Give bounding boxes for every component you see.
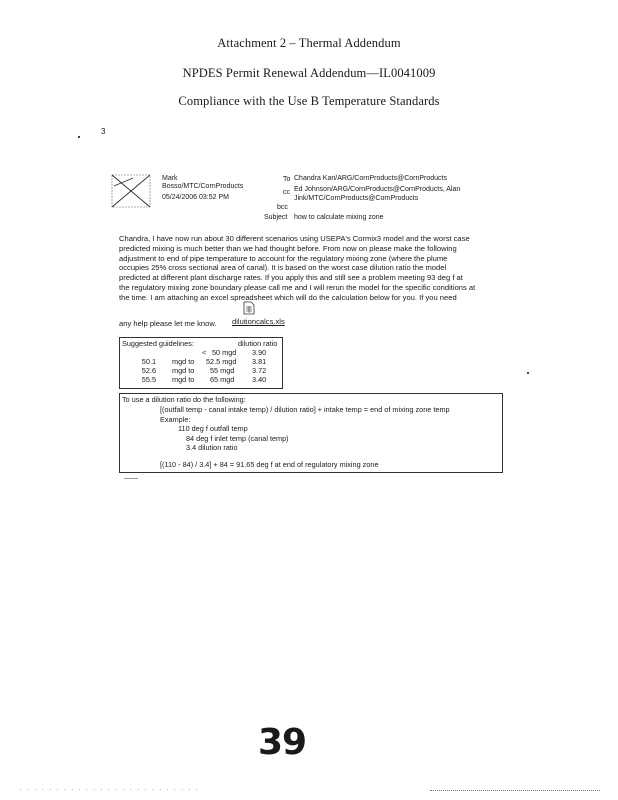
calc-dilution-ratio: 3.4 dilution ratio — [186, 443, 238, 452]
body-line: the time. I am attaching an excel spreadsheet which will do the calculation below for you. If you need — [119, 292, 457, 302]
row-low: 55.5 — [141, 375, 156, 384]
email-body — [119, 234, 475, 303]
row-high: 55 mgd — [210, 366, 235, 375]
header-line-2: NPDES Permit Renewal Addendum—IL0041009 — [182, 66, 436, 80]
guidelines-title: Suggested guidelines: — [122, 339, 194, 348]
subject-value: how to calculate mixing zone — [294, 214, 384, 221]
broken-image-icon — [111, 174, 151, 208]
body-line: predicted mixing is much better than we had thought before. From now on please make the following — [119, 243, 457, 253]
row-high: 50 mgd — [212, 348, 237, 357]
header-line-3: Compliance with the Use B Temperature Standards — [178, 94, 440, 108]
scan-speck — [124, 478, 138, 479]
calc-formula: [(outfall temp - canal intake temp) / dilution ratio] + intake temp = end of mixing zone temp — [160, 405, 450, 414]
cc-value-line-2: Jink/MTC/CornProducts@CornProducts — [294, 195, 419, 202]
row-sep: mgd to — [172, 366, 195, 375]
bcc-label: bcc — [277, 204, 288, 211]
body-line: adjustment to end of pipe temperature to account for the regulatory mixing zone (where the plume — [119, 253, 448, 263]
body-line: occupies 25% cross sectional area of canal). It is based on the worst case dilution ratio the model — [119, 263, 447, 273]
footer-scan-line-right — [430, 790, 600, 792]
sender-name: Mark — [162, 175, 178, 182]
calc-example-label: Example: — [160, 415, 191, 424]
broken-image-placeholder — [111, 174, 151, 208]
row-high: 52.5 mgd — [206, 357, 237, 366]
scan-speck — [527, 372, 529, 374]
footer-scan-marks-left: . . . . . . . . . . . . . . . . . . . . . . . . . — [20, 786, 200, 792]
row-low: 50.1 — [141, 357, 156, 366]
margin-speck — [78, 136, 80, 138]
row-low: 52.6 — [141, 366, 156, 375]
row-high: 65 mgd — [210, 375, 235, 384]
calc-inlet-temp: 84 deg f inlet temp (canal temp) — [186, 434, 289, 443]
cc-label: cc — [283, 189, 290, 196]
body-line: Chandra, I have now run about 30 different scenarios using USEPA's Cormix3 model and the worst case — [119, 234, 470, 243]
excel-file-icon[interactable] — [243, 301, 255, 315]
handwritten-page-number: 39 — [258, 722, 307, 763]
body-line: predicted at different plant discharge rates. If you apply this and still see a problem meeting 93 deg f at — [119, 273, 463, 283]
row-ratio: 3.72 — [252, 366, 267, 375]
header-line-1: Attachment 2 – Thermal Addendum — [217, 36, 401, 50]
guidelines-table — [119, 337, 283, 389]
calculation-box — [119, 393, 503, 473]
margin-mark: 3 — [101, 127, 106, 136]
row-ratio: 3.40 — [252, 375, 267, 384]
subject-label: Subject — [264, 214, 288, 221]
calc-result: [(110 - 84) / 3.4] + 84 = 91.65 deg f at end of regulatory mixing zone — [160, 460, 379, 469]
attachment-line: any help please let me know. — [119, 319, 217, 328]
dilution-ratio-header: dilution ratio — [238, 339, 278, 348]
row-ratio: 3.81 — [252, 357, 267, 366]
row-sep: mgd to — [172, 375, 195, 384]
sent-timestamp: 05/24/2006 03:52 PM — [162, 194, 229, 201]
attachment-filename[interactable]: dilutioncalcs.xls — [232, 317, 285, 326]
to-value: Chandra Kari/ARG/CornProducts@CornProducts — [294, 175, 448, 182]
calc-intro: To use a dilution ratio do the following: — [122, 395, 246, 404]
sender-org: Bosso/MTC/CornProducts — [162, 183, 244, 190]
row-sep: < — [202, 348, 207, 357]
calc-outfall-temp: 110 deg f outfall temp — [178, 424, 248, 433]
row-ratio: 3.90 — [252, 348, 267, 357]
body-line: the regulatory mixing zone boundary please call me and I will rerun the model for the specific conditions at — [119, 282, 476, 292]
cc-value-line-1: Ed Johnson/ARG/CornProducts@CornProducts, Alan — [294, 186, 461, 193]
row-sep: mgd to — [172, 357, 195, 366]
to-label: To — [283, 176, 291, 183]
